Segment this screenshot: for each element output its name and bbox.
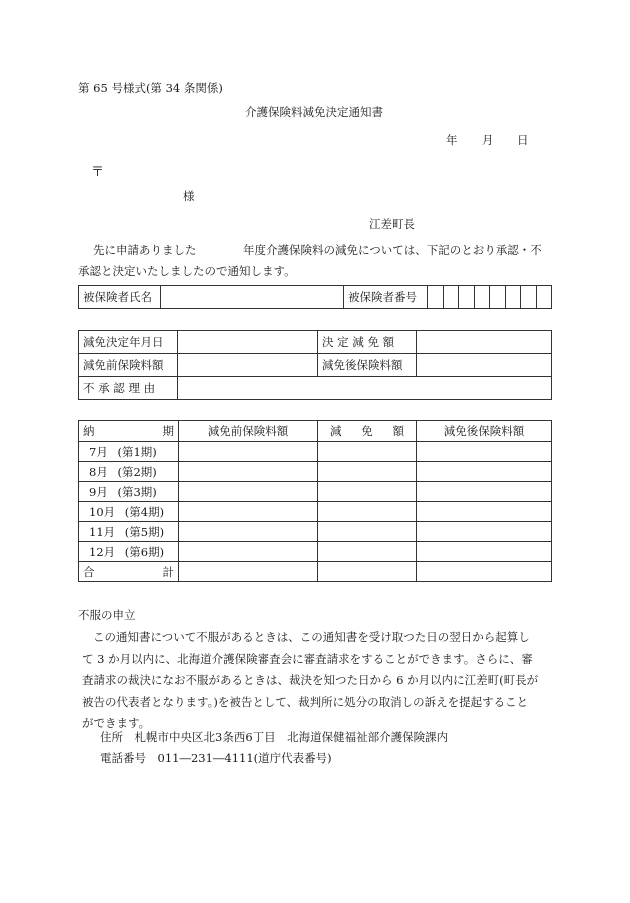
postal-mark: 〒 xyxy=(91,165,105,180)
header-before-amount: 減免前保険料額 xyxy=(179,421,318,442)
table-row xyxy=(79,522,552,542)
insured-number-digit xyxy=(490,286,506,309)
table-row xyxy=(79,542,552,562)
date-month-label: 月 xyxy=(482,133,494,147)
before-amount-label: 減免前保険料額 xyxy=(79,354,178,377)
header-period-a: 納 xyxy=(83,424,95,438)
addressee-suffix: 様 xyxy=(183,189,195,203)
after-amount-cell xyxy=(417,354,552,377)
insured-name-label: 被保険者氏名 xyxy=(79,286,161,309)
table-row xyxy=(79,462,552,482)
intro-line2: 承認と決定いたしましたので通知します。 xyxy=(78,264,296,278)
appeal-paragraph: この通知書について不服があるときは、この通知書を受け取つた日の翌日から起算し て 3 か月以内に、北海道介護保険審査会に審査請求をすることができます。さらに、審 査請求の裁決になお不服があるときは、裁決を知つた日から 6 か月以内に江差町(町長が 被告の代表者となります。)を被告として、裁判所に処分の取消しの訴えを提起すること ができます。 xyxy=(82,630,539,730)
table-row xyxy=(79,482,552,502)
period-cell: 11月 (第5期) xyxy=(79,522,179,542)
insured-number-label: 被保険者番号 xyxy=(344,286,428,309)
decision-amount-cell xyxy=(417,331,552,354)
insured-number-digit xyxy=(505,286,521,309)
insured-number-digit xyxy=(443,286,459,309)
after-amount-label: 減免後保険料額 xyxy=(318,354,417,377)
decision-amount-label: 決 定 減 免 額 xyxy=(318,331,417,354)
total-label: 合 計 xyxy=(79,562,179,582)
date-year-label: 年 xyxy=(446,133,458,147)
insured-number-digit xyxy=(474,286,490,309)
insured-info-table xyxy=(78,285,552,309)
total-row xyxy=(79,562,552,582)
header-reduction: 減 免 額 xyxy=(318,421,417,442)
header-after-amount: 減免後保険料額 xyxy=(417,421,552,442)
header-period-b: 期 xyxy=(162,424,174,438)
date-day-label: 日 xyxy=(517,133,529,147)
intro-line1-start: 先に申請ありました xyxy=(93,243,197,257)
reject-reason-cell xyxy=(178,377,552,400)
insured-number-digit xyxy=(536,286,552,309)
period-cell: 10月 (第4期) xyxy=(79,502,179,522)
insured-name-cell xyxy=(161,286,344,309)
reject-reason-label: 不 承 認 理 由 xyxy=(79,377,178,400)
intro-line1-end: 年度介護保険料の減免については、下記のとおり承認・不 xyxy=(243,243,542,257)
before-amount-cell xyxy=(178,354,318,377)
appeal-address: 住所 札幌市中央区北3条西6丁目 北海道保健福祉部介護保険課内 xyxy=(100,730,449,744)
period-cell: 7月 (第1期) xyxy=(79,442,179,462)
header-period xyxy=(79,421,179,442)
table-row xyxy=(79,442,552,462)
decision-date-label: 減免決定年月日 xyxy=(79,331,178,354)
insured-number-digit xyxy=(428,286,444,309)
appeal-heading: 不服の申立 xyxy=(78,608,136,622)
appeal-phone: 電話番号 011―231―4111(道庁代表番号) xyxy=(100,751,332,765)
issuer: 江差町長 xyxy=(369,217,415,231)
period-cell: 12月 (第6期) xyxy=(79,542,179,562)
form-number: 第 65 号様式(第 34 条関係) xyxy=(78,81,223,95)
insured-number-digit xyxy=(459,286,475,309)
document-title: 介護保険料減免決定通知書 xyxy=(245,105,383,119)
period-cell: 9月 (第3期) xyxy=(79,482,179,502)
table-row xyxy=(79,502,552,522)
installment-table xyxy=(78,420,552,582)
decision-date-cell xyxy=(178,331,318,354)
decision-table xyxy=(78,330,552,400)
insured-number-digit xyxy=(521,286,537,309)
period-cell: 8月 (第2期) xyxy=(79,462,179,482)
